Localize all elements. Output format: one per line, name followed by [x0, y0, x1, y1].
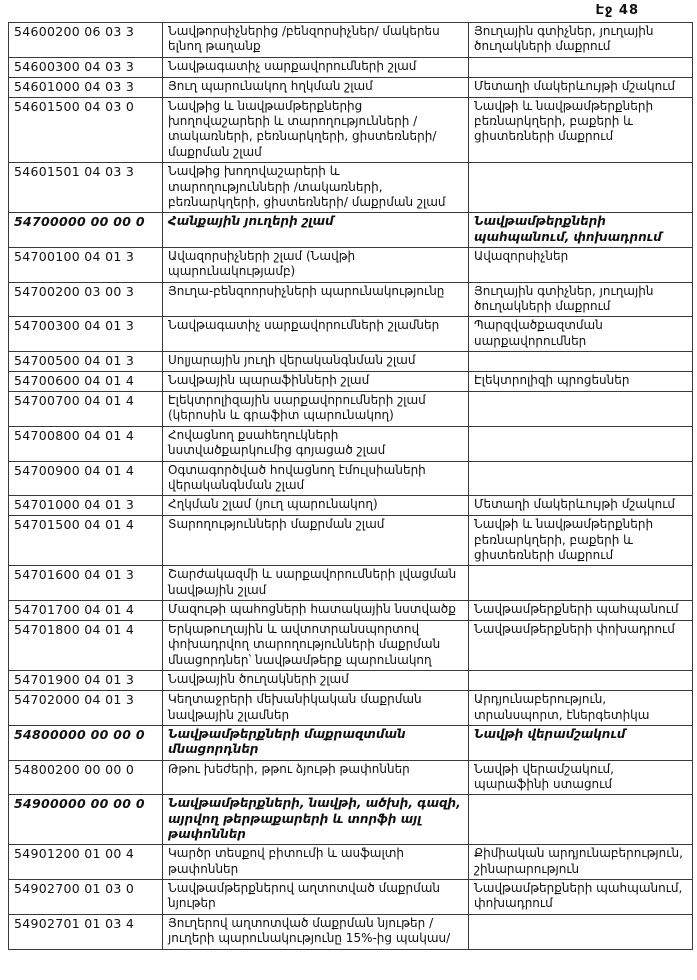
table-row: [9, 317, 693, 352]
cell-code: 54601500 04 03 0: [9, 97, 163, 162]
cell-code: 54701900 04 01 3: [9, 671, 163, 691]
cell-description: Նավթագատիչ սարքավորումների շլամ: [163, 57, 469, 77]
cell-description: Հանքային յուղերի շլամ: [163, 213, 469, 248]
cell-code: 54702000 04 01 3: [9, 691, 163, 726]
cell-description: Նավթամթերքների մաքրազտման մնացորդներ: [163, 725, 469, 760]
cell-description: Նավթամթերքներով աղտոտված մաքրման նյութեր: [163, 880, 469, 915]
cell-code: 54700300 04 01 3: [9, 317, 163, 352]
cell-note: [469, 57, 693, 77]
cell-code: 54700200 03 00 3: [9, 282, 163, 317]
cell-note: Էլեկտրոլիզի պրոցեսներ: [469, 372, 693, 392]
cell-note: [469, 795, 693, 845]
cell-note: Պարզվածքազտման սարքավորումներ: [469, 317, 693, 352]
page-number: Էջ 48: [595, 3, 639, 18]
cell-description: Շարժակազմի և սարքավորումների լվացման նավթային շլամ: [163, 566, 469, 601]
cell-note: Նավթամթերքների պահպանում, փոխադրում: [469, 213, 693, 248]
cell-code: 54600200 06 03 3: [9, 23, 163, 58]
cell-description: Կեղտաջրերի մեխանիկական մաքրման նավթային շլամներ: [163, 691, 469, 726]
cell-description: Նավթորսիչներից /բենզորսիչներ/ մակերես ելնող թաղանք: [163, 23, 469, 58]
cell-note: Յուղային գտիչներ, յուղային ծուղակների մաքրում: [469, 23, 693, 58]
table-row: [9, 691, 693, 726]
cell-description: Հղկման շլամ (յուղ պարունակող): [163, 496, 469, 516]
cell-description: Նավթագատիչ սարքավորումների շլամներ: [163, 317, 469, 352]
cell-code: 54800200 00 00 0: [9, 760, 163, 795]
table-row: [9, 97, 693, 162]
table-row: [9, 725, 693, 760]
table-row: [9, 671, 693, 691]
cell-code: 54800000 00 00 0: [9, 725, 163, 760]
table-row: [9, 213, 693, 248]
table-row: [9, 282, 693, 317]
table-row: [9, 880, 693, 915]
table-row: [9, 601, 693, 621]
table-row: [9, 516, 693, 566]
cell-description: Նավթից խողովաշարերի և տարողությունների /տակառների, բեռնարկղերի, ցիստեռների/ մաքրման շլամ: [163, 163, 469, 213]
table-row: [9, 163, 693, 213]
cell-code: 54900000 00 00 0: [9, 795, 163, 845]
table-row: [9, 496, 693, 516]
cell-description: Յուղ պարունակող հղկման շլամ: [163, 77, 469, 97]
cell-code: 54601501 04 03 3: [9, 163, 163, 213]
cell-note: [469, 392, 693, 427]
cell-note: [469, 566, 693, 601]
cell-code: 54701500 04 01 4: [9, 516, 163, 566]
cell-code: 54701700 04 01 4: [9, 601, 163, 621]
cell-note: Նավթի վերամշակում: [469, 725, 693, 760]
cell-code: 54902701 01 03 4: [9, 914, 163, 949]
table-row: [9, 566, 693, 601]
cell-code: 54700900 04 01 4: [9, 461, 163, 496]
cell-code: 54700000 00 00 0: [9, 213, 163, 248]
cell-description: Հովացնող քսահեղուկների նստվածքարկումից գոյացած շլամ: [163, 426, 469, 461]
table-row: [9, 621, 693, 671]
cell-note: [469, 461, 693, 496]
cell-note: Արդյունաբերություն, տրանսպորտ, էներգետիկա: [469, 691, 693, 726]
cell-code: 54700700 04 01 4: [9, 392, 163, 427]
cell-note: Նավթամթերքների պահպանում, փոխադրում: [469, 880, 693, 915]
cell-description: Յուղերով աղտոտված մաքրման նյութեր /յուղերի պարունակությունը 15%-ից պակաս/: [163, 914, 469, 949]
cell-note: Նավթի և նավթամթերքների բեռնարկղերի, բաքերի և ցիստեռների մաքրում: [469, 516, 693, 566]
cell-code: 54902700 01 03 0: [9, 880, 163, 915]
table-row: [9, 77, 693, 97]
table-row: [9, 845, 693, 880]
cell-code: 54700500 04 01 3: [9, 352, 163, 372]
cell-code: 54701600 04 01 3: [9, 566, 163, 601]
cell-description: Թթու խեժերի, թթու ձյութի թափոններ: [163, 760, 469, 795]
waste-table-body: [9, 23, 693, 950]
table-row: [9, 57, 693, 77]
cell-note: [469, 352, 693, 372]
cell-description: Նավթամթերքների, նավթի, ածխի, գազի, այրվող թերթաքարերի և տորֆի այլ թափոններ: [163, 795, 469, 845]
table-row: [9, 914, 693, 949]
cell-code: 54701800 04 01 4: [9, 621, 163, 671]
cell-note: Քիմիական արդյունաբերություն, շինարարություն: [469, 845, 693, 880]
table-row: [9, 760, 693, 795]
cell-code: 54700600 04 01 4: [9, 372, 163, 392]
table-row: [9, 392, 693, 427]
cell-note: Նավթամթերքների պահպանում: [469, 601, 693, 621]
cell-note: [469, 671, 693, 691]
cell-description: Նավթային պարաֆինների շլամ: [163, 372, 469, 392]
cell-note: Մետաղի մակերևույթի մշակում: [469, 77, 693, 97]
cell-description: Տարողությունների մաքրման շլամ: [163, 516, 469, 566]
cell-code: 54700800 04 01 4: [9, 426, 163, 461]
cell-note: [469, 914, 693, 949]
cell-code: 54601000 04 03 3: [9, 77, 163, 97]
cell-description: Երկաթուղային և ավտոտրանսպորտով փոխադրվող տարողությունների մաքրման մնացորդներ՝ նավթամթերք պարունակող: [163, 621, 469, 671]
table-row: [9, 23, 693, 58]
cell-description: Կարծր տեսքով բիտումի և ասֆալտի թափոններ: [163, 845, 469, 880]
table-row: [9, 247, 693, 282]
cell-description: Էլեկտրոլիզային սարքավորումների շլամ (կերոսին և գրաֆիտ պարունակող): [163, 392, 469, 427]
table-row: [9, 426, 693, 461]
cell-note: Նավթամթերքների փոխադրում: [469, 621, 693, 671]
cell-note: Մետաղի մակերևույթի մշակում: [469, 496, 693, 516]
table-row: [9, 795, 693, 845]
table-row: [9, 372, 693, 392]
cell-description: Յուղա-բենզոորսիչների պարունակությունը: [163, 282, 469, 317]
table-row: [9, 461, 693, 496]
cell-code: 54701000 04 01 3: [9, 496, 163, 516]
cell-description: Սոլյարային յուղի վերականգնման շլամ: [163, 352, 469, 372]
cell-code: 54700100 04 01 3: [9, 247, 163, 282]
waste-classification-table: [8, 22, 693, 950]
cell-description: Մազութի պահոցների հատակային նստվածք: [163, 601, 469, 621]
cell-description: Օգտագործված հովացնող էմուլսիաների վերականգնման շլամ: [163, 461, 469, 496]
cell-note: [469, 426, 693, 461]
cell-note: Յուղային գտիչներ, յուղային ծուղակների մաքրում: [469, 282, 693, 317]
cell-code: 54901200 01 00 4: [9, 845, 163, 880]
cell-note: Նավթի և նավթամթերքների բեռնարկղերի, բաքերի և ցիստեռների մաքրում: [469, 97, 693, 162]
cell-note: Ավազորսիչներ: [469, 247, 693, 282]
cell-description: Ավազորսիչների շլամ (Նավթի պարունակությամբ): [163, 247, 469, 282]
cell-description: Նավթային ծուղակների շլամ: [163, 671, 469, 691]
cell-note: Նավթի վերամշակում, պարաֆինի ստացում: [469, 760, 693, 795]
cell-description: Նավթից և նավթամթերքներից խողովաշարերի և տարողությունների /տակառների, բեռնարկղերի, ցիստեռների/ մաքրման շլամ: [163, 97, 469, 162]
table-row: [9, 352, 693, 372]
cell-note: [469, 163, 693, 213]
cell-code: 54600300 04 03 3: [9, 57, 163, 77]
